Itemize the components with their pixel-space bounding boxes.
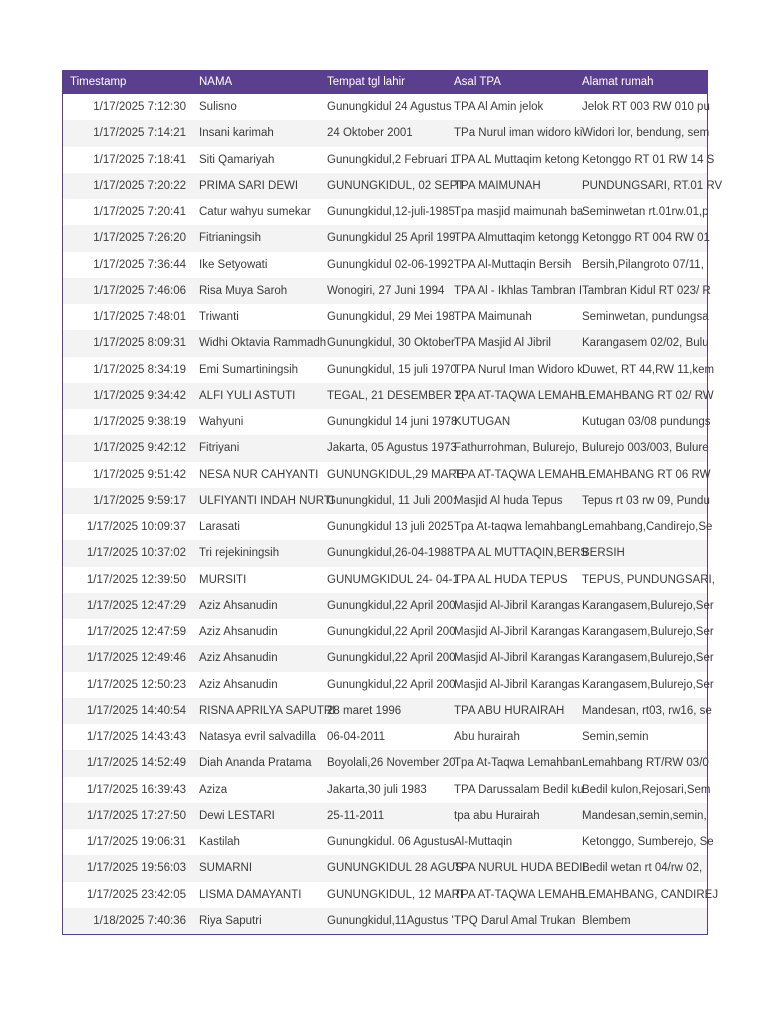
nama-cell[interactable]: Sulisno [199,101,237,114]
tempat-tgl-lahir-cell[interactable]: Gunungkidul,2 Februari 1 [327,153,457,166]
timestamp-cell[interactable]: 1/17/2025 19:06:31 [86,836,186,849]
tempat-tgl-lahir-cell[interactable]: Gunungkidul 14 juni 1978 [327,416,458,429]
timestamp-cell[interactable]: 1/17/2025 14:40:54 [86,704,186,717]
table-row[interactable] [63,619,714,645]
nama-cell[interactable]: Emi Sumartiningsih [199,363,299,376]
table-row[interactable] [63,540,707,566]
asal-tpa-cell[interactable]: Fathurrohman, Bulurejo, [454,442,579,455]
table-row[interactable] [63,750,707,776]
table-row[interactable] [63,357,715,383]
header-timestamp[interactable]: Timestamp [70,76,127,88]
table-row[interactable] [63,855,707,881]
timestamp-cell[interactable]: 1/17/2025 9:51:42 [93,468,186,481]
asal-tpa-cell[interactable]: TPA AL Muttaqim ketong [454,153,580,166]
asal-tpa-cell[interactable]: TPA Almuttaqim ketongg [454,232,580,245]
alamat-rumah-cell[interactable]: Karangasem 02/02, Bulu [582,337,709,350]
spreadsheet-table [62,70,723,935]
nama-cell[interactable]: Natasya evril salvadilla [199,731,316,744]
table-row[interactable] [63,252,707,278]
alamat-rumah-cell[interactable]: Karangasem,Bulurejo,Ser [582,599,714,612]
table-row[interactable] [63,199,707,225]
alamat-rumah-cell[interactable]: Jelok RT 003 RW 010 pu [582,101,710,114]
alamat-rumah-cell[interactable]: Bedil wetan rt 04/rw 02, [582,862,703,875]
nama-cell[interactable]: Widhi Oktavia Rammadh [199,337,327,350]
alamat-rumah-cell[interactable]: Widori lor, bendung, sem [582,127,710,140]
table-row[interactable] [63,724,707,750]
tempat-tgl-lahir-cell[interactable]: Gunungkidul 24 Agustus [327,101,452,114]
table-row[interactable] [63,908,707,934]
timestamp-cell[interactable]: 1/17/2025 7:18:41 [93,153,186,166]
table-row[interactable] [63,829,714,855]
nama-cell[interactable]: Aziz Ahsanudin [199,626,278,639]
asal-tpa-cell[interactable]: TPQ Darul Amal Trukan [454,914,576,927]
table-row[interactable] [63,435,707,461]
header-asal-tpa[interactable]: Asal TPA [454,76,501,88]
nama-cell[interactable]: SUMARNI [199,862,253,875]
nama-cell[interactable]: Insani karimah [199,127,274,140]
nama-cell[interactable]: ALFI YULI ASTUTI [199,389,296,402]
nama-cell[interactable]: ULFIYANTI INDAH NURTI [199,494,335,507]
table-row[interactable] [63,567,715,593]
alamat-rumah-cell[interactable]: Duwet, RT 44,RW 11,kem [582,363,715,376]
tempat-tgl-lahir-cell[interactable]: GUNUNGKIDUL,29 MARE [327,468,465,481]
asal-tpa-cell[interactable]: TPA Al - Ikhlas Tambran I [454,284,583,297]
nama-cell[interactable]: Riya Saputri [199,914,262,927]
nama-cell[interactable]: NESA NUR CAHYANTI [199,468,319,481]
asal-tpa-cell[interactable]: Masjid Al-Jibril Karangas [454,626,580,639]
timestamp-cell[interactable]: 1/17/2025 7:26:20 [93,232,186,245]
tempat-tgl-lahir-cell[interactable]: GUNUNGKIDUL, 02 SEPT [327,179,465,192]
asal-tpa-cell[interactable]: Tpa masjid maimunah ba [454,206,584,219]
asal-tpa-cell[interactable]: Abu hurairah [454,731,520,744]
asal-tpa-cell[interactable]: Al-Muttaqin [454,836,513,849]
alamat-rumah-cell[interactable]: LEMAHBANG RT 06 RW [582,468,711,481]
asal-tpa-cell[interactable]: TPA Al Amin jelok [454,101,544,114]
asal-tpa-cell[interactable]: tpa abu Hurairah [454,809,540,822]
timestamp-cell[interactable]: 1/17/2025 12:50:23 [86,678,186,691]
tempat-tgl-lahir-cell[interactable]: 25-11-2011 [327,809,385,822]
alamat-rumah-cell[interactable]: Lemahbang RT/RW 03/0 [582,757,709,770]
tempat-tgl-lahir-cell[interactable]: Gunungkidul, 29 Mei 198 [327,311,455,324]
timestamp-cell[interactable]: 1/17/2025 12:47:29 [86,599,186,612]
alamat-rumah-cell[interactable]: Tepus rt 03 rw 09, Pundu [582,494,710,507]
alamat-rumah-cell[interactable]: Bersih,Pilangroto 07/11, [582,258,704,271]
alamat-rumah-cell[interactable]: Lemahbang,Candirejo,Se [582,521,713,534]
timestamp-cell[interactable]: 1/17/2025 7:48:01 [93,311,186,324]
asal-tpa-cell[interactable]: TPA Masjid Al Jibril [454,337,551,350]
nama-cell[interactable]: Aziza [199,783,228,796]
alamat-rumah-cell[interactable]: Karangasem,Bulurejo,Ser [582,678,714,691]
nama-cell[interactable]: Kastilah [199,836,240,849]
tempat-tgl-lahir-cell[interactable]: Gunungkidul 13 juli 2025 [327,521,454,534]
table-row[interactable] [63,488,710,514]
nama-cell[interactable]: Larasati [199,521,240,534]
tempat-tgl-lahir-cell[interactable]: Wonogiri, 27 Juni 1994 [327,284,445,297]
alamat-rumah-cell[interactable]: Seminwetan rt.01rw.01,p [582,206,709,219]
timestamp-cell[interactable]: 1/17/2025 9:42:12 [93,442,186,455]
nama-cell[interactable]: Fitriyani [199,442,240,455]
nama-cell[interactable]: Ike Setyowati [199,258,268,271]
tempat-tgl-lahir-cell[interactable]: GUNUNGKIDUL 28 AGUS [327,862,463,875]
asal-tpa-cell[interactable]: TPA NURUL HUDA BEDIL [454,862,589,875]
alamat-rumah-cell[interactable]: Kutugan 03/08 pundungs [582,416,711,429]
nama-cell[interactable]: MURSITI [199,573,247,586]
nama-cell[interactable]: Wahyuni [199,416,244,429]
alamat-rumah-cell[interactable]: Mandesan, rt03, rw16, se [582,704,712,717]
tempat-tgl-lahir-cell[interactable]: Gunungkidul,12-juli-1985 [327,206,455,219]
alamat-rumah-cell[interactable]: Bedil kulon,Rejosari,Sem [582,783,711,796]
timestamp-cell[interactable]: 1/17/2025 12:39:50 [86,573,186,586]
timestamp-cell[interactable]: 1/17/2025 19:56:03 [86,862,186,875]
tempat-tgl-lahir-cell[interactable]: Gunungkidul,11Agustus ' [327,914,454,927]
timestamp-cell[interactable]: 1/17/2025 17:27:50 [86,809,186,822]
tempat-tgl-lahir-cell[interactable]: Gunungkidul, 30 Oktober [327,337,455,350]
alamat-rumah-cell[interactable]: PUNDUNGSARI, RT.01 RV [582,179,723,192]
header-row [63,70,707,94]
tempat-tgl-lahir-cell[interactable]: Jakarta, 05 Agustus 1973 [327,442,457,455]
alamat-rumah-cell[interactable]: Ketonggo RT 004 RW 01 [582,232,710,245]
table-row[interactable] [63,882,719,908]
tempat-tgl-lahir-cell[interactable]: Gunungkidul,22 April 200 [327,626,456,639]
tempat-tgl-lahir-cell[interactable]: 06-04-2011 [327,731,385,744]
asal-tpa-cell[interactable]: TPA AT-TAQWA LEMAHB [454,389,586,402]
asal-tpa-cell[interactable]: TPA Al-Muttaqin Bersih [454,258,572,271]
nama-cell[interactable]: Tri rejekiningsih [199,547,280,560]
alamat-rumah-cell[interactable]: Karangasem,Bulurejo,Ser [582,626,714,639]
header-tempat-tgl-lahir[interactable]: Tempat tgl lahir [327,76,405,88]
alamat-rumah-cell[interactable]: LEMAHBANG, CANDIREJ [582,888,719,901]
table-row[interactable] [63,147,715,173]
asal-tpa-cell[interactable]: TPA Maimunah [454,311,532,324]
header-nama[interactable]: NAMA [199,76,233,88]
header-alamat-rumah[interactable]: Alamat rumah [582,76,654,88]
timestamp-cell[interactable]: 1/17/2025 7:20:41 [93,206,186,219]
nama-cell[interactable]: Aziz Ahsanudin [199,652,278,665]
alamat-rumah-cell[interactable]: Blembem [582,914,631,927]
asal-tpa-cell[interactable]: TPA AT-TAQWA LEMAHB [454,468,586,481]
table-row[interactable] [63,593,714,619]
table-row[interactable] [63,645,714,671]
asal-tpa-cell[interactable]: TPA Darussalam Bedil ku [454,783,584,796]
alamat-rumah-cell[interactable]: Ketonggo RT 01 RW 14 S [582,153,715,166]
nama-cell[interactable]: Aziz Ahsanudin [199,678,278,691]
table-row[interactable] [63,330,707,356]
timestamp-cell[interactable]: 1/17/2025 7:12:30 [93,101,186,114]
alamat-rumah-cell[interactable]: Karangasem,Bulurejo,Ser [582,652,714,665]
nama-cell[interactable]: Dewi LESTARI [199,809,275,822]
nama-cell[interactable]: Catur wahyu sumekar [199,206,311,219]
timestamp-cell[interactable]: 1/17/2025 23:42:05 [86,888,186,901]
asal-tpa-cell[interactable]: TPA AL MUTTAQIN,BERS [454,547,588,560]
nama-cell[interactable]: Fitrianingsih [199,232,261,245]
tempat-tgl-lahir-cell[interactable]: 28 maret 1996 [327,704,402,717]
asal-tpa-cell[interactable]: Tpa At-Taqwa Lemahban [454,757,582,770]
asal-tpa-cell[interactable]: Tpa At-taqwa lemahbang [454,521,582,534]
tempat-tgl-lahir-cell[interactable]: Gunungkidul,22 April 200 [327,678,456,691]
asal-tpa-cell[interactable]: Masjid Al huda Tepus [454,494,563,507]
table-row[interactable] [63,672,714,698]
tempat-tgl-lahir-cell[interactable]: TEGAL, 21 DESEMBER 2( [327,389,466,402]
timestamp-cell[interactable]: 1/17/2025 9:59:17 [93,494,186,507]
table-row[interactable] [63,803,707,829]
alamat-rumah-cell[interactable]: Semin,semin [582,731,649,744]
nama-cell[interactable]: Siti Qamariyah [199,153,275,166]
asal-tpa-cell[interactable]: TPA AT-TAQWA LEMAHB [454,888,586,901]
asal-tpa-cell[interactable]: KUTUGAN [454,416,511,429]
nama-cell[interactable]: LISMA DAMAYANTI [199,888,302,901]
table-row[interactable] [63,698,712,724]
nama-cell[interactable]: Aziz Ahsanudin [199,599,278,612]
asal-tpa-cell[interactable]: TPA ABU HURAIRAH [454,704,565,717]
table-row[interactable] [63,278,711,304]
asal-tpa-cell[interactable]: Masjid Al-Jibril Karangas [454,678,580,691]
timestamp-cell[interactable]: 1/17/2025 14:43:43 [86,731,186,744]
asal-tpa-cell[interactable]: Masjid Al-Jibril Karangas [454,599,580,612]
asal-tpa-cell[interactable]: TPa Nurul iman widoro ki [454,127,583,140]
tempat-tgl-lahir-cell[interactable]: Gunungkidul,22 April 200 [327,652,456,665]
timestamp-cell[interactable]: 1/17/2025 8:09:31 [93,337,186,350]
timestamp-cell[interactable]: 1/17/2025 10:37:02 [86,547,186,560]
table-body [63,94,723,934]
timestamp-cell[interactable]: 1/18/2025 7:40:36 [93,914,186,927]
table-row[interactable] [63,462,711,488]
tempat-tgl-lahir-cell[interactable]: Jakarta,30 juli 1983 [327,783,427,796]
tempat-tgl-lahir-cell[interactable]: GUNUNGKIDUL, 12 MARI [327,888,464,901]
tempat-tgl-lahir-cell[interactable]: GUNUMGKIDUL 24- 04-1 [327,573,459,586]
timestamp-cell[interactable]: 1/17/2025 7:14:21 [93,127,186,140]
nama-cell[interactable]: Diah Ananda Pratama [199,757,312,770]
alamat-rumah-cell[interactable]: Mandesan,semin,semin, [582,809,707,822]
tempat-tgl-lahir-cell[interactable]: Gunungkidul, 11 Juli 200: [327,494,456,507]
alamat-rumah-cell[interactable]: BERSIH [582,547,625,560]
timestamp-cell[interactable]: 1/17/2025 10:09:37 [86,521,186,534]
nama-cell[interactable]: PRIMA SARI DEWI [199,179,299,192]
tempat-tgl-lahir-cell[interactable]: Gunungkidul 02-06-1992 [327,258,454,271]
asal-tpa-cell[interactable]: TPA MAIMUNAH [454,179,541,192]
alamat-rumah-cell[interactable]: LEMAHBANG RT 02/ RW [582,389,714,402]
timestamp-cell[interactable]: 1/17/2025 7:36:44 [93,258,186,271]
alamat-rumah-cell[interactable]: TEPUS, PUNDUNGSARI, [582,573,715,586]
timestamp-cell[interactable]: 1/17/2025 9:34:42 [93,389,186,402]
alamat-rumah-cell[interactable]: Bulurejo 003/003, Bulure [582,442,709,455]
table-row[interactable] [63,94,710,120]
tempat-tgl-lahir-cell[interactable]: Gunungkidul,26-04-1988 [327,547,454,560]
timestamp-cell[interactable]: 1/17/2025 8:34:19 [93,363,186,376]
nama-cell[interactable]: RISNA APRILYA SAPUTRI [199,704,336,717]
table-row[interactable] [63,777,711,803]
timestamp-cell[interactable]: 1/17/2025 7:46:06 [93,284,186,297]
tempat-tgl-lahir-cell[interactable]: Gunungkidul. 06 Agustus [327,836,455,849]
alamat-rumah-cell[interactable]: Seminwetan, pundungsa [582,311,709,324]
table-row[interactable] [63,225,710,251]
table-row[interactable] [63,120,710,146]
table-row[interactable] [63,173,723,199]
timestamp-cell[interactable]: 1/17/2025 12:49:46 [86,652,186,665]
nama-cell[interactable]: Risa Muya Saroh [199,284,288,297]
timestamp-cell[interactable]: 1/17/2025 7:20:22 [93,179,186,192]
alamat-rumah-cell[interactable]: Tambran Kidul RT 023/ R [582,284,711,297]
table-row[interactable] [63,409,711,435]
asal-tpa-cell[interactable]: TPA AL HUDA TEPUS [454,573,568,586]
table-row[interactable] [63,304,707,330]
alamat-rumah-cell[interactable]: Ketonggo, Sumberejo, Se [582,836,714,849]
tempat-tgl-lahir-cell[interactable]: Boyolali,26 November 20 [327,757,456,770]
timestamp-cell[interactable]: 1/17/2025 9:38:19 [93,416,186,429]
tempat-tgl-lahir-cell[interactable]: 24 Oktober 2001 [327,127,413,140]
timestamp-cell[interactable]: 1/17/2025 14:52:49 [86,757,186,770]
timestamp-cell[interactable]: 1/17/2025 12:47:59 [86,626,186,639]
tempat-tgl-lahir-cell[interactable]: Gunungkidul,22 April 200 [327,599,456,612]
nama-cell[interactable]: Triwanti [199,311,239,324]
table-row[interactable] [63,514,713,540]
timestamp-cell[interactable]: 1/17/2025 16:39:43 [86,783,186,796]
tempat-tgl-lahir-cell[interactable]: Gunungkidul, 15 juli 1970 [327,363,457,376]
asal-tpa-cell[interactable]: Masjid Al-Jibril Karangas [454,652,580,665]
asal-tpa-cell[interactable]: TPA Nurul Iman Widoro k [454,363,583,376]
tempat-tgl-lahir-cell[interactable]: Gunungkidul 25 April 199 [327,232,456,245]
table-row[interactable] [63,383,714,409]
